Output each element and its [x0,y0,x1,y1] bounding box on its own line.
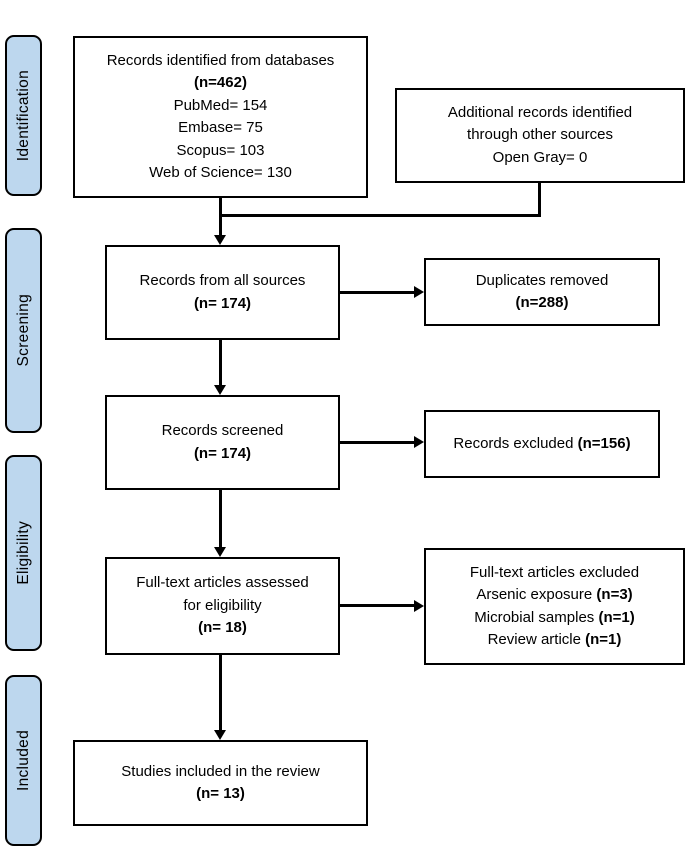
box-fulltext-excluded-item: Review article (n=1) [487,631,622,648]
box-records-identified [73,36,368,198]
connector-screened-to-excluded [340,441,414,444]
box-records-excluded [424,410,660,478]
stage-included-label: Included [14,729,32,791]
connector-fulltext-to-fulltextexcluded [340,604,414,607]
box-records-identified-item: Web of Science= 130 [149,164,292,181]
box-additional-records-line: Open Gray= 0 [492,148,588,166]
box-records-excluded-line: Records excluded (n=156) [453,434,631,452]
box-fulltext-assessed-line: Full-text articles assessed [136,574,309,592]
box-records-identified-item: Embase= 75 [178,119,263,136]
arrowhead-to-fulltext [214,547,226,557]
box-fulltext-assessed-line: for eligibility [183,596,262,614]
box-studies-included-title: Studies included in the review [121,762,320,780]
arrowhead-to-excluded [414,436,424,448]
box-records-identified-title: Records identified from databases [106,51,335,69]
box-additional-records [395,88,685,183]
box-records-screened-count: (n= 174) [193,444,252,462]
arrowhead-to-duplicates [414,286,424,298]
box-duplicates-removed-count: (n=288) [515,294,569,311]
box-additional-records-line: through other sources [467,126,613,144]
arrowhead-to-fulltextexcluded [414,600,424,612]
box-all-sources [105,245,340,340]
stage-identification-label: Identification [14,69,32,162]
stage-eligibility [5,455,42,651]
box-studies-included-count: (n= 13) [196,785,245,802]
connector-allsources-to-duplicates [340,291,414,294]
arrowhead-to-allsources [214,235,226,245]
box-all-sources-count: (n= 174) [193,294,252,312]
connector-screened-to-fulltext [219,490,222,547]
stage-eligibility-label: Eligibility [14,521,32,585]
box-fulltext-excluded-title: Full-text articles excluded [469,563,640,581]
box-fulltext-excluded-item: Microbial samples (n=1) [474,608,635,626]
box-fulltext-assessed [105,557,340,655]
box-duplicates-removed-title: Duplicates removed [475,271,609,289]
connector-additional-down [538,183,541,217]
box-studies-included [73,740,368,826]
box-records-screened-title: Records screened [161,422,284,439]
connector-merge-horizontal [219,214,541,217]
stage-screening [5,228,42,433]
box-additional-records-line: Additional records identified [447,103,633,121]
box-fulltext-assessed-count: (n= 18) [198,619,247,637]
arrowhead-to-screened [214,385,226,395]
stage-screening-label: Screening [14,294,32,367]
box-records-identified-item: PubMed= 154 [173,96,268,114]
box-fulltext-excluded-item: Arsenic exposure (n=3) [476,586,633,603]
arrowhead-to-included [214,730,226,740]
connector-allsources-to-screened [219,340,222,385]
stage-identification [5,35,42,196]
box-records-screened [105,395,340,490]
box-records-identified-item: Scopus= 103 [176,141,265,159]
connector-fulltext-to-included [219,655,222,730]
box-duplicates-removed [424,258,660,326]
stage-included [5,675,42,846]
box-all-sources-title: Records from all sources [139,272,306,289]
box-fulltext-excluded [424,548,685,665]
box-records-identified-count: (n=462) [194,74,247,91]
